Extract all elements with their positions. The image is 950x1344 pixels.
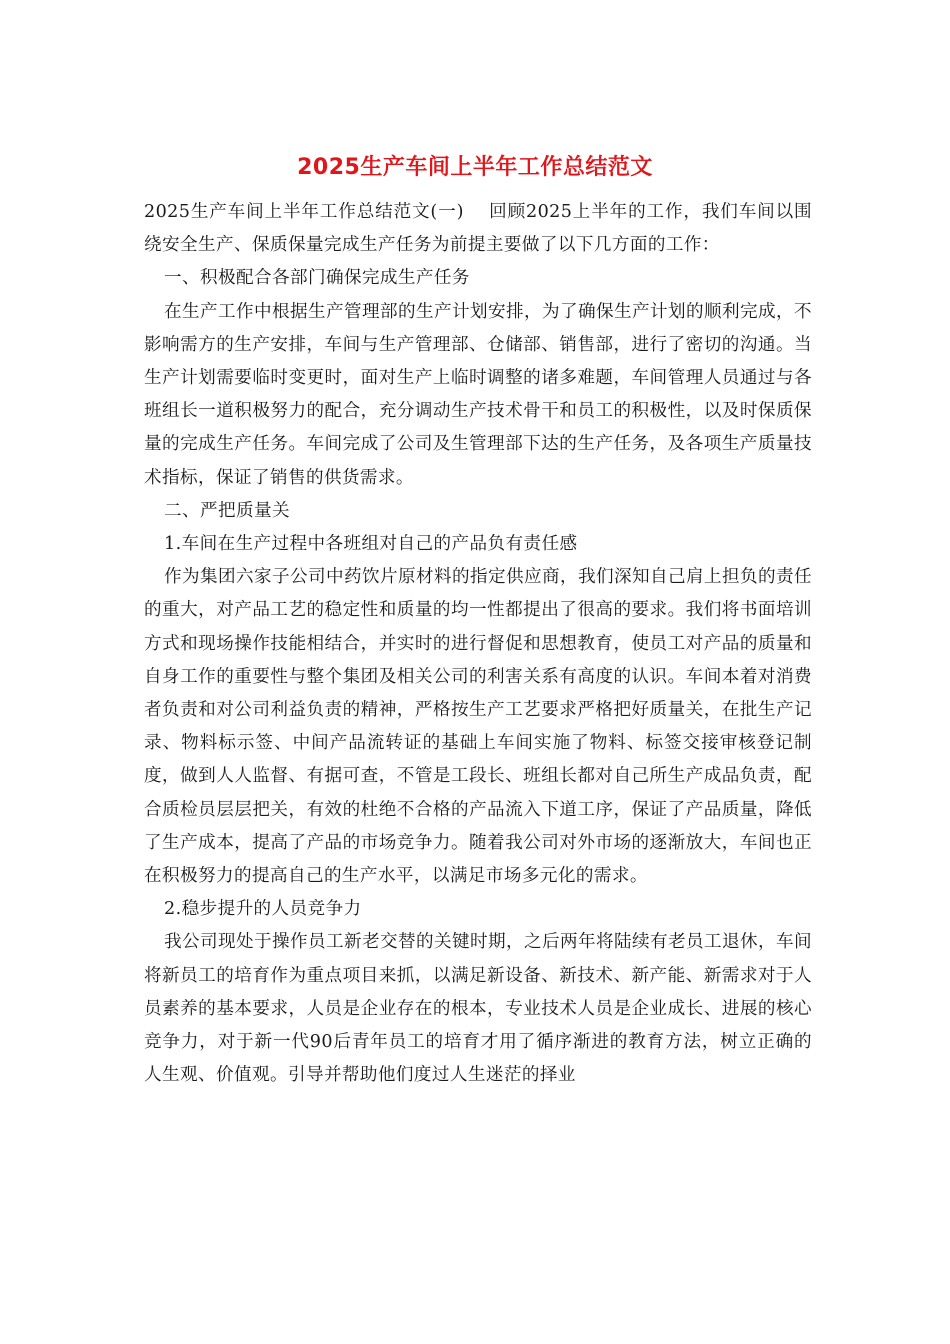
document-body bbox=[144, 196, 812, 1092]
section-heading-2: 二、严把质量关 bbox=[164, 500, 290, 521]
paragraph-production-tasks: 在生产工作中根据生产管理部的生产计划安排，为了确保生产计划的顺利完成，不影响需方的生产安排，车间与生产管理部、仓储部、销售部，进行了密切的沟通。当生产计划需要临时变更时，面对生产上临时调整的诸多难题，车间管理人员通过与各班组长一道积极努力的配合，充分调动生产技术骨干和员工的积极性，以及时保质保量的完成生产任务。车间完成了公司及生管理部下达的生产任务，及各项生产质量技术指标，保证了销售的供货需求。 bbox=[144, 301, 812, 488]
paragraph-intro: 2025生产车间上半年工作总结范文(一) 回顾2025上半年的工作，我们车间以围绕安全生产、保质保量完成生产任务为前提主要做了以下几方面的工作： bbox=[144, 202, 812, 256]
document-title: 2025生产车间上半年工作总结范文 bbox=[297, 155, 653, 180]
paragraph-quality: 作为集团六家子公司中药饮片原材料的指定供应商，我们深知自己肩上担负的责任的重大，对产品工艺的稳定性和质量的均一性都提出了很高的要求。我们将书面培训方式和现场操作技能相结合，并实时的进行督促和思想教育，使员工对产品的质量和自身工作的重要性与整个集团及相关公司的利害关系有高度的认识。车间本着对消费者负责和对公司利益负责的精神，严格按生产工艺要求严格把好质量关，在批生产记录、物料标示签、中间产品流转证的基础上车间实施了物料、标签交接审核登记制度，做到人人监督、有据可查，不管是工段长、班组长都对自己所生产成品负责，配合质检员层层把关，有效的杜绝不合格的产品流入下道工序，保证了产品质量，降低了生产成本，提高了产品的市场竞争力。随着我公司对外市场的逐渐放大，车间也正在积极努力的提高自己的生产水平，以满足市场多元化的需求。 bbox=[144, 567, 812, 887]
paragraph-staff: 我公司现处于操作员工新老交替的关键时期，之后两年将陆续有老员工退休，车间将新员工的培育作为重点项目来抓，以满足新设备、新技术、新产能、新需求对于人员素养的基本要求，人员是企业存在的根本，专业技术人员是企业成长、进展的核心竞争力，对于新一代90后青年员工的培育才用了循序渐进的教育方法，树立正确的人生观、价值观。引导并帮助他们度过人生迷茫的择业 bbox=[144, 932, 812, 1086]
section-heading-1: 一、积极配合各部门确保完成生产任务 bbox=[164, 268, 470, 289]
subheading-2: 2.稳步提升的人员竞争力 bbox=[164, 899, 362, 920]
subheading-1: 1.车间在生产过程中各班组对自己的产品负有责任感 bbox=[164, 534, 578, 555]
